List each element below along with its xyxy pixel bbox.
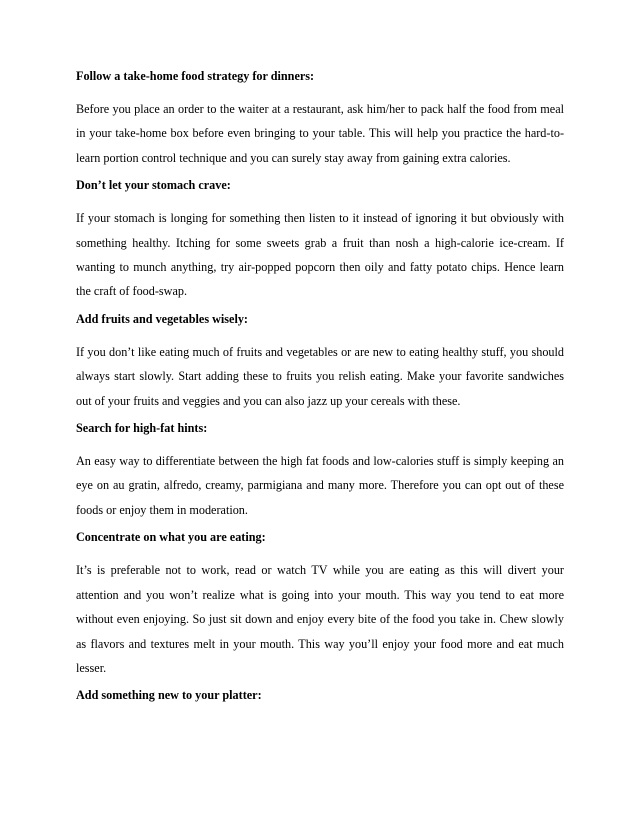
document-page <box>76 68 564 716</box>
section-take-home-strategy <box>76 68 564 170</box>
section-heading: Add fruits and vegetables wisely: <box>76 311 248 326</box>
section-paragraph: If you don’t like eating much of fruits and vegetables or are new to eating healthy stuff, you should always start slowly. Start adding these to fruits you relish eating. Make your favorite sandwiches out of your fruits and veggies and you can also jazz up your cereals with these. <box>76 344 564 408</box>
section-concentrate-eating <box>76 529 564 680</box>
section-heading: Search for high-fat hints: <box>76 421 208 436</box>
section-new-to-platter <box>76 687 564 703</box>
section-heading: Concentrate on what you are eating: <box>76 530 266 545</box>
section-heading: Add something new to your platter: <box>76 688 262 703</box>
section-paragraph: If your stomach is longing for something then listen to it instead of ignoring it but obviously with something healthy. Itching for some sweets grab a fruit than nosh a high-calorie ice-cream. If wanting to munch anything, try air-popped popcorn then oily and fatty potato chips. Hence learn the craft of food-swap. <box>76 211 564 299</box>
section-fruits-vegetables <box>76 311 564 413</box>
section-paragraph: An easy way to differentiate between the high fat foods and low-calories stuff is simply keeping an eye on au gratin, alfredo, creamy, parmigiana and many more. Therefore you can opt out of these foods or enjoy them in moderation. <box>76 454 564 517</box>
section-stomach-crave <box>76 177 564 304</box>
section-high-fat-hints <box>76 420 564 522</box>
section-heading: Follow a take-home food strategy for dinners: <box>76 69 315 83</box>
section-paragraph: Before you place an order to the waiter at a restaurant, ask him/her to pack half the food from meal in your take-home box before even bringing to your table. This will help you practice the hard-to-learn portion control technique and you can surely stay away from gaining extra calories. <box>76 102 564 165</box>
section-paragraph: It’s is preferable not to work, read or watch TV while you are eating as this will divert your attention and you won’t realize what is going into your mouth. This way you tend to eat more without even enjoying. So just sit down and enjoy every bite of the food you take in. Chew slowly as flavors and textures melt in your mouth. This way you’ll enjoy your food more and eat much lesser. <box>76 563 564 675</box>
section-heading: Don’t let your stomach crave: <box>76 178 231 193</box>
